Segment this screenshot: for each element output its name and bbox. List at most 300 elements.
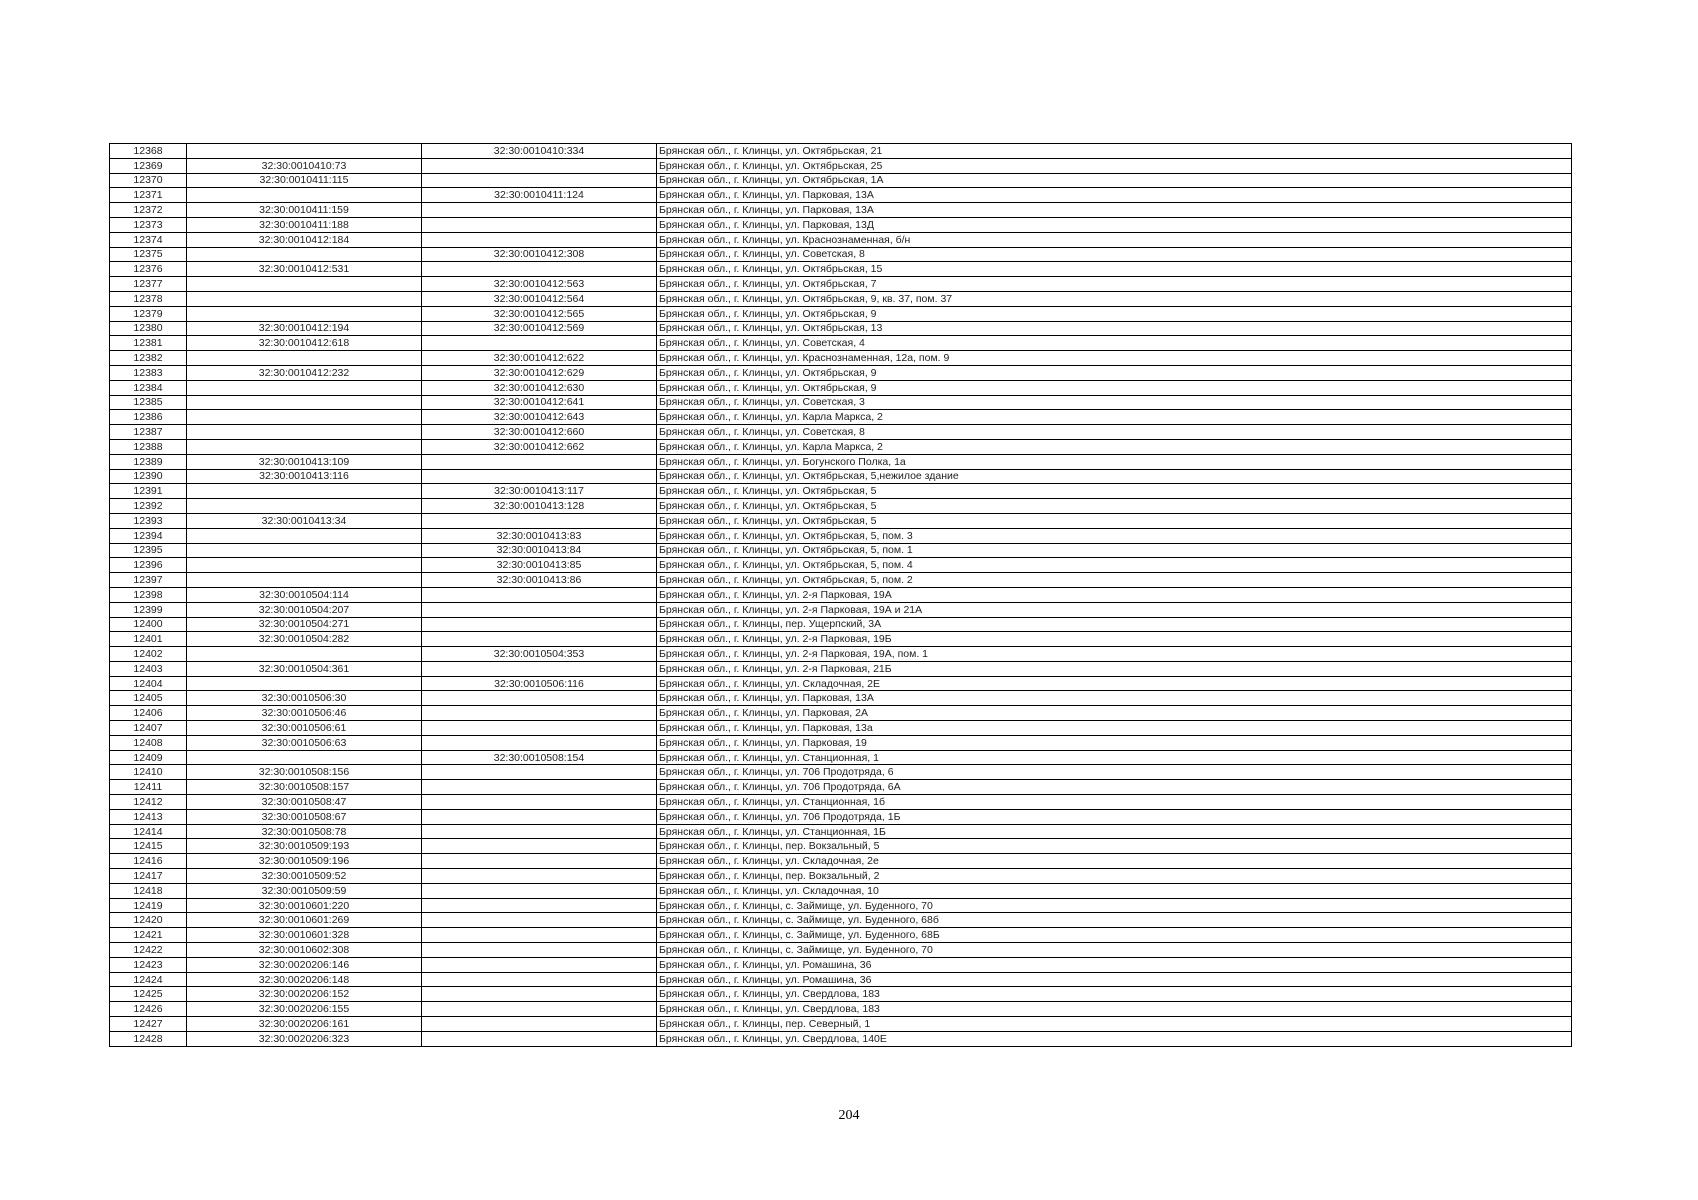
row-number-cell: 12403 [110,661,187,676]
table-row [110,735,1572,750]
address-cell: Брянская обл., г. Клинцы, ул. 2-я Парковая, 19А и 21А [657,602,1572,617]
building-cadastral-number-cell [422,913,657,928]
table-row [110,928,1572,943]
row-number-cell: 12368 [110,144,187,159]
building-cadastral-number-cell [422,617,657,632]
address-cell: Брянская обл., г. Клинцы, ул. Парковая, 2А [657,706,1572,721]
land-cadastral-number-cell [187,188,422,203]
table-row [110,1002,1572,1017]
address-cell: Брянская обл., г. Клинцы, ул. Богунского Полка, 1а [657,454,1572,469]
table-row [110,543,1572,558]
address-cell: Брянская обл., г. Клинцы, ул. Карла Маркса, 2 [657,410,1572,425]
address-cell: Брянская обл., г. Клинцы, ул. Октябрьская, 7 [657,277,1572,292]
address-cell: Брянская обл., г. Клинцы, ул. Складочная, 2Е [657,676,1572,691]
address-cell: Брянская обл., г. Клинцы, ул. Станционная, 1 [657,750,1572,765]
building-cadastral-number-cell [422,232,657,247]
address-cell: Брянская обл., г. Клинцы, ул. Октябрьская, 15 [657,262,1572,277]
row-number-cell: 12386 [110,410,187,425]
building-cadastral-number-cell [422,839,657,854]
land-cadastral-number-cell: 32:30:0010506:63 [187,735,422,750]
land-cadastral-number-cell: 32:30:0010509:52 [187,869,422,884]
building-cadastral-number-cell [422,987,657,1002]
land-cadastral-number-cell [187,676,422,691]
building-cadastral-number-cell: 32:30:0010412:622 [422,351,657,366]
land-cadastral-number-cell [187,499,422,514]
row-number-cell: 12417 [110,869,187,884]
building-cadastral-number-cell: 32:30:0010504:353 [422,647,657,662]
building-cadastral-number-cell: 32:30:0010412:643 [422,410,657,425]
building-cadastral-number-cell [422,513,657,528]
row-number-cell: 12424 [110,972,187,987]
building-cadastral-number-cell [422,854,657,869]
table-row [110,706,1572,721]
row-number-cell: 12396 [110,558,187,573]
land-cadastral-number-cell: 32:30:0010411:115 [187,173,422,188]
row-number-cell: 12414 [110,824,187,839]
address-cell: Брянская обл., г. Клинцы, ул. Станционная, 1б [657,795,1572,810]
row-number-cell: 12410 [110,765,187,780]
land-cadastral-number-cell: 32:30:0010508:67 [187,809,422,824]
land-cadastral-number-cell [187,528,422,543]
table-row [110,987,1572,1002]
building-cadastral-number-cell [422,158,657,173]
land-cadastral-number-cell [187,425,422,440]
table-row [110,602,1572,617]
building-cadastral-number-cell [422,780,657,795]
table-row [110,365,1572,380]
land-cadastral-number-cell: 32:30:0010508:156 [187,765,422,780]
building-cadastral-number-cell: 32:30:0010413:117 [422,484,657,499]
land-cadastral-number-cell [187,277,422,292]
land-cadastral-number-cell [187,647,422,662]
building-cadastral-number-cell [422,1017,657,1032]
table-row [110,883,1572,898]
row-number-cell: 12375 [110,247,187,262]
building-cadastral-number-cell [422,957,657,972]
building-cadastral-number-cell [422,336,657,351]
row-number-cell: 12391 [110,484,187,499]
records-table [109,143,1572,1047]
building-cadastral-number-cell [422,587,657,602]
table-row [110,676,1572,691]
address-cell: Брянская обл., г. Клинцы, ул. Октябрьская, 25 [657,158,1572,173]
address-cell: Брянская обл., г. Клинцы, с. Займище, ул. Буденного, 70 [657,898,1572,913]
address-cell: Брянская обл., г. Клинцы, ул. 706 Продотряда, 1Б [657,809,1572,824]
table-row [110,824,1572,839]
table-row [110,144,1572,159]
address-cell: Брянская обл., г. Клинцы, пер. Ущерпский, 3А [657,617,1572,632]
row-number-cell: 12409 [110,750,187,765]
land-cadastral-number-cell: 32:30:0010410:73 [187,158,422,173]
row-number-cell: 12392 [110,499,187,514]
row-number-cell: 12373 [110,217,187,232]
land-cadastral-number-cell: 32:30:0010509:59 [187,883,422,898]
row-number-cell: 12401 [110,632,187,647]
address-cell: Брянская обл., г. Клинцы, ул. Станционная, 1Б [657,824,1572,839]
building-cadastral-number-cell: 32:30:0010412:630 [422,380,657,395]
building-cadastral-number-cell: 32:30:0010412:308 [422,247,657,262]
table-row [110,750,1572,765]
table-row [110,617,1572,632]
address-cell: Брянская обл., г. Клинцы, ул. Октябрьская, 5, пом. 3 [657,528,1572,543]
land-cadastral-number-cell [187,558,422,573]
row-number-cell: 12423 [110,957,187,972]
row-number-cell: 12369 [110,158,187,173]
address-cell: Брянская обл., г. Клинцы, ул. Октябрьская, 5 [657,499,1572,514]
table-row [110,587,1572,602]
address-cell: Брянская обл., г. Клинцы, ул. Октябрьская, 5,нежилое здание [657,469,1572,484]
land-cadastral-number-cell: 32:30:0020206:323 [187,1031,422,1046]
land-cadastral-number-cell [187,395,422,410]
row-number-cell: 12400 [110,617,187,632]
building-cadastral-number-cell: 32:30:0010412:629 [422,365,657,380]
table-row [110,661,1572,676]
table-row [110,158,1572,173]
address-cell: Брянская обл., г. Клинцы, ул. Октябрьская, 13 [657,321,1572,336]
row-number-cell: 12421 [110,928,187,943]
table-row [110,262,1572,277]
address-cell: Брянская обл., г. Клинцы, ул. Октябрьская, 9 [657,365,1572,380]
table-row [110,558,1572,573]
row-number-cell: 12419 [110,898,187,913]
table-row [110,336,1572,351]
page-number: 204 [838,1108,860,1123]
table-row [110,425,1572,440]
address-cell: Брянская обл., г. Клинцы, ул. 2-я Парковая, 21Б [657,661,1572,676]
address-cell: Брянская обл., г. Клинцы, ул. 2-я Парковая, 19Б [657,632,1572,647]
address-cell: Брянская обл., г. Клинцы, ул. Октябрьская, 5 [657,513,1572,528]
row-number-cell: 12407 [110,721,187,736]
address-cell: Брянская обл., г. Клинцы, с. Займище, ул. Буденного, 70 [657,943,1572,958]
building-cadastral-number-cell [422,898,657,913]
row-number-cell: 12408 [110,735,187,750]
row-number-cell: 12370 [110,173,187,188]
building-cadastral-number-cell [422,203,657,218]
table-row [110,957,1572,972]
table-row [110,1031,1572,1046]
address-cell: Брянская обл., г. Клинцы, ул. 2-я Парковая, 19А, пом. 1 [657,647,1572,662]
address-cell: Брянская обл., г. Клинцы, ул. Краснознаменная, б/н [657,232,1572,247]
building-cadastral-number-cell [422,632,657,647]
table-row [110,691,1572,706]
address-cell: Брянская обл., г. Клинцы, ул. Парковая, 13А [657,188,1572,203]
land-cadastral-number-cell [187,291,422,306]
address-cell: Брянская обл., г. Клинцы, ул. Советская, 3 [657,395,1572,410]
table-row [110,898,1572,913]
row-number-cell: 12390 [110,469,187,484]
land-cadastral-number-cell [187,484,422,499]
land-cadastral-number-cell: 32:30:0010508:47 [187,795,422,810]
row-number-cell: 12394 [110,528,187,543]
address-cell: Брянская обл., г. Клинцы, ул. 2-я Парковая, 19А [657,587,1572,602]
land-cadastral-number-cell: 32:30:0010412:184 [187,232,422,247]
land-cadastral-number-cell: 32:30:0010508:157 [187,780,422,795]
row-number-cell: 12416 [110,854,187,869]
table-row [110,188,1572,203]
row-number-cell: 12426 [110,1002,187,1017]
address-cell: Брянская обл., г. Клинцы, ул. Свердлова, 183 [657,987,1572,1002]
table-row [110,721,1572,736]
land-cadastral-number-cell: 32:30:0010413:34 [187,513,422,528]
address-cell: Брянская обл., г. Клинцы, ул. 706 Продотряда, 6А [657,780,1572,795]
building-cadastral-number-cell [422,602,657,617]
land-cadastral-number-cell: 32:30:0010411:159 [187,203,422,218]
land-cadastral-number-cell: 32:30:0010506:46 [187,706,422,721]
land-cadastral-number-cell [187,750,422,765]
building-cadastral-number-cell [422,706,657,721]
land-cadastral-number-cell: 32:30:0020206:152 [187,987,422,1002]
land-cadastral-number-cell: 32:30:0010411:188 [187,217,422,232]
row-number-cell: 12384 [110,380,187,395]
land-cadastral-number-cell: 32:30:0010509:193 [187,839,422,854]
address-cell: Брянская обл., г. Клинцы, ул. Советская, 8 [657,425,1572,440]
table-row [110,439,1572,454]
building-cadastral-number-cell [422,1002,657,1017]
land-cadastral-number-cell [187,306,422,321]
address-cell: Брянская обл., г. Клинцы, ул. 706 Продотряда, 6 [657,765,1572,780]
table-row [110,410,1572,425]
address-cell: Брянская обл., г. Клинцы, ул. Парковая, 13А [657,203,1572,218]
table-row [110,513,1572,528]
building-cadastral-number-cell [422,661,657,676]
row-number-cell: 12425 [110,987,187,1002]
row-number-cell: 12406 [110,706,187,721]
row-number-cell: 12427 [110,1017,187,1032]
row-number-cell: 12413 [110,809,187,824]
address-cell: Брянская обл., г. Клинцы, ул. Советская, 4 [657,336,1572,351]
row-number-cell: 12372 [110,203,187,218]
row-number-cell: 12418 [110,883,187,898]
address-cell: Брянская обл., г. Клинцы, ул. Ромашина, 36 [657,957,1572,972]
building-cadastral-number-cell: 32:30:0010412:641 [422,395,657,410]
land-cadastral-number-cell: 32:30:0010412:618 [187,336,422,351]
row-number-cell: 12381 [110,336,187,351]
land-cadastral-number-cell [187,247,422,262]
building-cadastral-number-cell: 32:30:0010412:565 [422,306,657,321]
table-row [110,913,1572,928]
building-cadastral-number-cell: 32:30:0010412:662 [422,439,657,454]
address-cell: Брянская обл., г. Клинцы, пер. Вокзальный, 2 [657,869,1572,884]
table-row [110,203,1572,218]
land-cadastral-number-cell [187,410,422,425]
building-cadastral-number-cell: 32:30:0010508:154 [422,750,657,765]
table-row [110,469,1572,484]
address-cell: Брянская обл., г. Клинцы, ул. Краснознаменная, 12а, пом. 9 [657,351,1572,366]
address-cell: Брянская обл., г. Клинцы, ул. Складочная, 2е [657,854,1572,869]
table-row [110,1017,1572,1032]
land-cadastral-number-cell: 32:30:0010601:328 [187,928,422,943]
address-cell: Брянская обл., г. Клинцы, ул. Октябрьская, 9, кв. 37, пом. 37 [657,291,1572,306]
address-cell: Брянская обл., г. Клинцы, ул. Октябрьская, 9 [657,380,1572,395]
address-cell: Брянская обл., г. Клинцы, с. Займище, ул. Буденного, 68Б [657,928,1572,943]
address-cell: Брянская обл., г. Клинцы, ул. Складочная, 10 [657,883,1572,898]
table-row [110,380,1572,395]
land-cadastral-number-cell: 32:30:0010601:269 [187,913,422,928]
land-cadastral-number-cell [187,144,422,159]
table-row [110,395,1572,410]
land-cadastral-number-cell: 32:30:0020206:146 [187,957,422,972]
building-cadastral-number-cell: 32:30:0010413:86 [422,573,657,588]
building-cadastral-number-cell [422,173,657,188]
land-cadastral-number-cell [187,351,422,366]
address-cell: Брянская обл., г. Клинцы, ул. Парковая, 19 [657,735,1572,750]
row-number-cell: 12385 [110,395,187,410]
table-row [110,780,1572,795]
building-cadastral-number-cell [422,869,657,884]
land-cadastral-number-cell: 32:30:0010601:220 [187,898,422,913]
land-cadastral-number-cell: 32:30:0010506:61 [187,721,422,736]
land-cadastral-number-cell: 32:30:0010508:78 [187,824,422,839]
row-number-cell: 12382 [110,351,187,366]
land-cadastral-number-cell: 32:30:0010509:196 [187,854,422,869]
address-cell: Брянская обл., г. Клинцы, ул. Октябрьская, 5 [657,484,1572,499]
table-row [110,247,1572,262]
building-cadastral-number-cell: 32:30:0010506:116 [422,676,657,691]
row-number-cell: 12374 [110,232,187,247]
land-cadastral-number-cell [187,543,422,558]
table-row [110,499,1572,514]
table-row [110,277,1572,292]
address-cell: Брянская обл., г. Клинцы, ул. Советская, 8 [657,247,1572,262]
land-cadastral-number-cell: 32:30:0010412:531 [187,262,422,277]
table-row [110,232,1572,247]
land-cadastral-number-cell: 32:30:0020206:155 [187,1002,422,1017]
address-cell: Брянская обл., г. Клинцы, ул. Карла Маркса, 2 [657,439,1572,454]
table-row [110,321,1572,336]
building-cadastral-number-cell: 32:30:0010413:84 [422,543,657,558]
table-row [110,351,1572,366]
building-cadastral-number-cell [422,928,657,943]
table-row [110,854,1572,869]
row-number-cell: 12379 [110,306,187,321]
building-cadastral-number-cell: 32:30:0010412:564 [422,291,657,306]
row-number-cell: 12380 [110,321,187,336]
land-cadastral-number-cell: 32:30:0010506:30 [187,691,422,706]
building-cadastral-number-cell [422,721,657,736]
land-cadastral-number-cell: 32:30:0010412:232 [187,365,422,380]
building-cadastral-number-cell [422,262,657,277]
land-cadastral-number-cell: 32:30:0010412:194 [187,321,422,336]
table-row [110,632,1572,647]
building-cadastral-number-cell: 32:30:0010410:334 [422,144,657,159]
building-cadastral-number-cell [422,691,657,706]
land-cadastral-number-cell: 32:30:0010504:361 [187,661,422,676]
address-cell: Брянская обл., г. Клинцы, ул. Октябрьская, 9 [657,306,1572,321]
row-number-cell: 12399 [110,602,187,617]
address-cell: Брянская обл., г. Клинцы, ул. Октябрьская, 5, пом. 1 [657,543,1572,558]
land-cadastral-number-cell [187,573,422,588]
row-number-cell: 12393 [110,513,187,528]
table-row [110,306,1572,321]
table-row [110,173,1572,188]
address-cell: Брянская обл., г. Клинцы, с. Займище, ул. Буденного, 68б [657,913,1572,928]
address-cell: Брянская обл., г. Клинцы, ул. Октябрьская, 21 [657,144,1572,159]
row-number-cell: 12404 [110,676,187,691]
address-cell: Брянская обл., г. Клинцы, ул. Парковая, 13а [657,721,1572,736]
address-cell: Брянская обл., г. Клинцы, пер. Вокзальный, 5 [657,839,1572,854]
land-cadastral-number-cell: 32:30:0020206:161 [187,1017,422,1032]
table-row [110,943,1572,958]
row-number-cell: 12411 [110,780,187,795]
table-row [110,484,1572,499]
table-row [110,765,1572,780]
land-cadastral-number-cell [187,439,422,454]
table-row [110,839,1572,854]
row-number-cell: 12383 [110,365,187,380]
row-number-cell: 12415 [110,839,187,854]
table-row [110,217,1572,232]
building-cadastral-number-cell [422,735,657,750]
building-cadastral-number-cell [422,943,657,958]
building-cadastral-number-cell [422,824,657,839]
address-cell: Брянская обл., г. Клинцы, пер. Северный, 1 [657,1017,1572,1032]
land-cadastral-number-cell: 32:30:0010413:109 [187,454,422,469]
table-row [110,972,1572,987]
land-cadastral-number-cell: 32:30:0010504:271 [187,617,422,632]
address-cell: Брянская обл., г. Клинцы, ул. Свердлова, 140Е [657,1031,1572,1046]
building-cadastral-number-cell [422,765,657,780]
land-cadastral-number-cell: 32:30:0010504:282 [187,632,422,647]
row-number-cell: 12397 [110,573,187,588]
building-cadastral-number-cell: 32:30:0010412:563 [422,277,657,292]
address-cell: Брянская обл., г. Клинцы, ул. Свердлова, 183 [657,1002,1572,1017]
building-cadastral-number-cell [422,972,657,987]
building-cadastral-number-cell: 32:30:0010413:128 [422,499,657,514]
land-cadastral-number-cell [187,380,422,395]
land-cadastral-number-cell: 32:30:0010413:116 [187,469,422,484]
row-number-cell: 12387 [110,425,187,440]
row-number-cell: 12371 [110,188,187,203]
land-cadastral-number-cell: 32:30:0020206:148 [187,972,422,987]
land-cadastral-number-cell: 32:30:0010504:207 [187,602,422,617]
table-row [110,869,1572,884]
building-cadastral-number-cell: 32:30:0010413:85 [422,558,657,573]
row-number-cell: 12395 [110,543,187,558]
address-cell: Брянская обл., г. Клинцы, ул. Парковая, 13А [657,691,1572,706]
building-cadastral-number-cell [422,217,657,232]
land-cadastral-number-cell: 32:30:0010504:114 [187,587,422,602]
row-number-cell: 12378 [110,291,187,306]
address-cell: Брянская обл., г. Клинцы, ул. Октябрьская, 5, пом. 4 [657,558,1572,573]
row-number-cell: 12405 [110,691,187,706]
table-row [110,454,1572,469]
building-cadastral-number-cell: 32:30:0010411:124 [422,188,657,203]
building-cadastral-number-cell [422,883,657,898]
building-cadastral-number-cell [422,469,657,484]
row-number-cell: 12376 [110,262,187,277]
row-number-cell: 12402 [110,647,187,662]
land-cadastral-number-cell: 32:30:0010602:308 [187,943,422,958]
row-number-cell: 12412 [110,795,187,810]
table-row [110,647,1572,662]
building-cadastral-number-cell: 32:30:0010413:83 [422,528,657,543]
building-cadastral-number-cell [422,454,657,469]
building-cadastral-number-cell [422,1031,657,1046]
table-row [110,795,1572,810]
table-row [110,291,1572,306]
row-number-cell: 12422 [110,943,187,958]
row-number-cell: 12389 [110,454,187,469]
building-cadastral-number-cell [422,795,657,810]
table-row [110,528,1572,543]
address-cell: Брянская обл., г. Клинцы, ул. Парковая, 13Д [657,217,1572,232]
building-cadastral-number-cell [422,809,657,824]
row-number-cell: 12398 [110,587,187,602]
address-cell: Брянская обл., г. Клинцы, ул. Октябрьская, 1А [657,173,1572,188]
table-row [110,809,1572,824]
building-cadastral-number-cell: 32:30:0010412:660 [422,425,657,440]
address-cell: Брянская обл., г. Клинцы, ул. Октябрьская, 5, пом. 2 [657,573,1572,588]
